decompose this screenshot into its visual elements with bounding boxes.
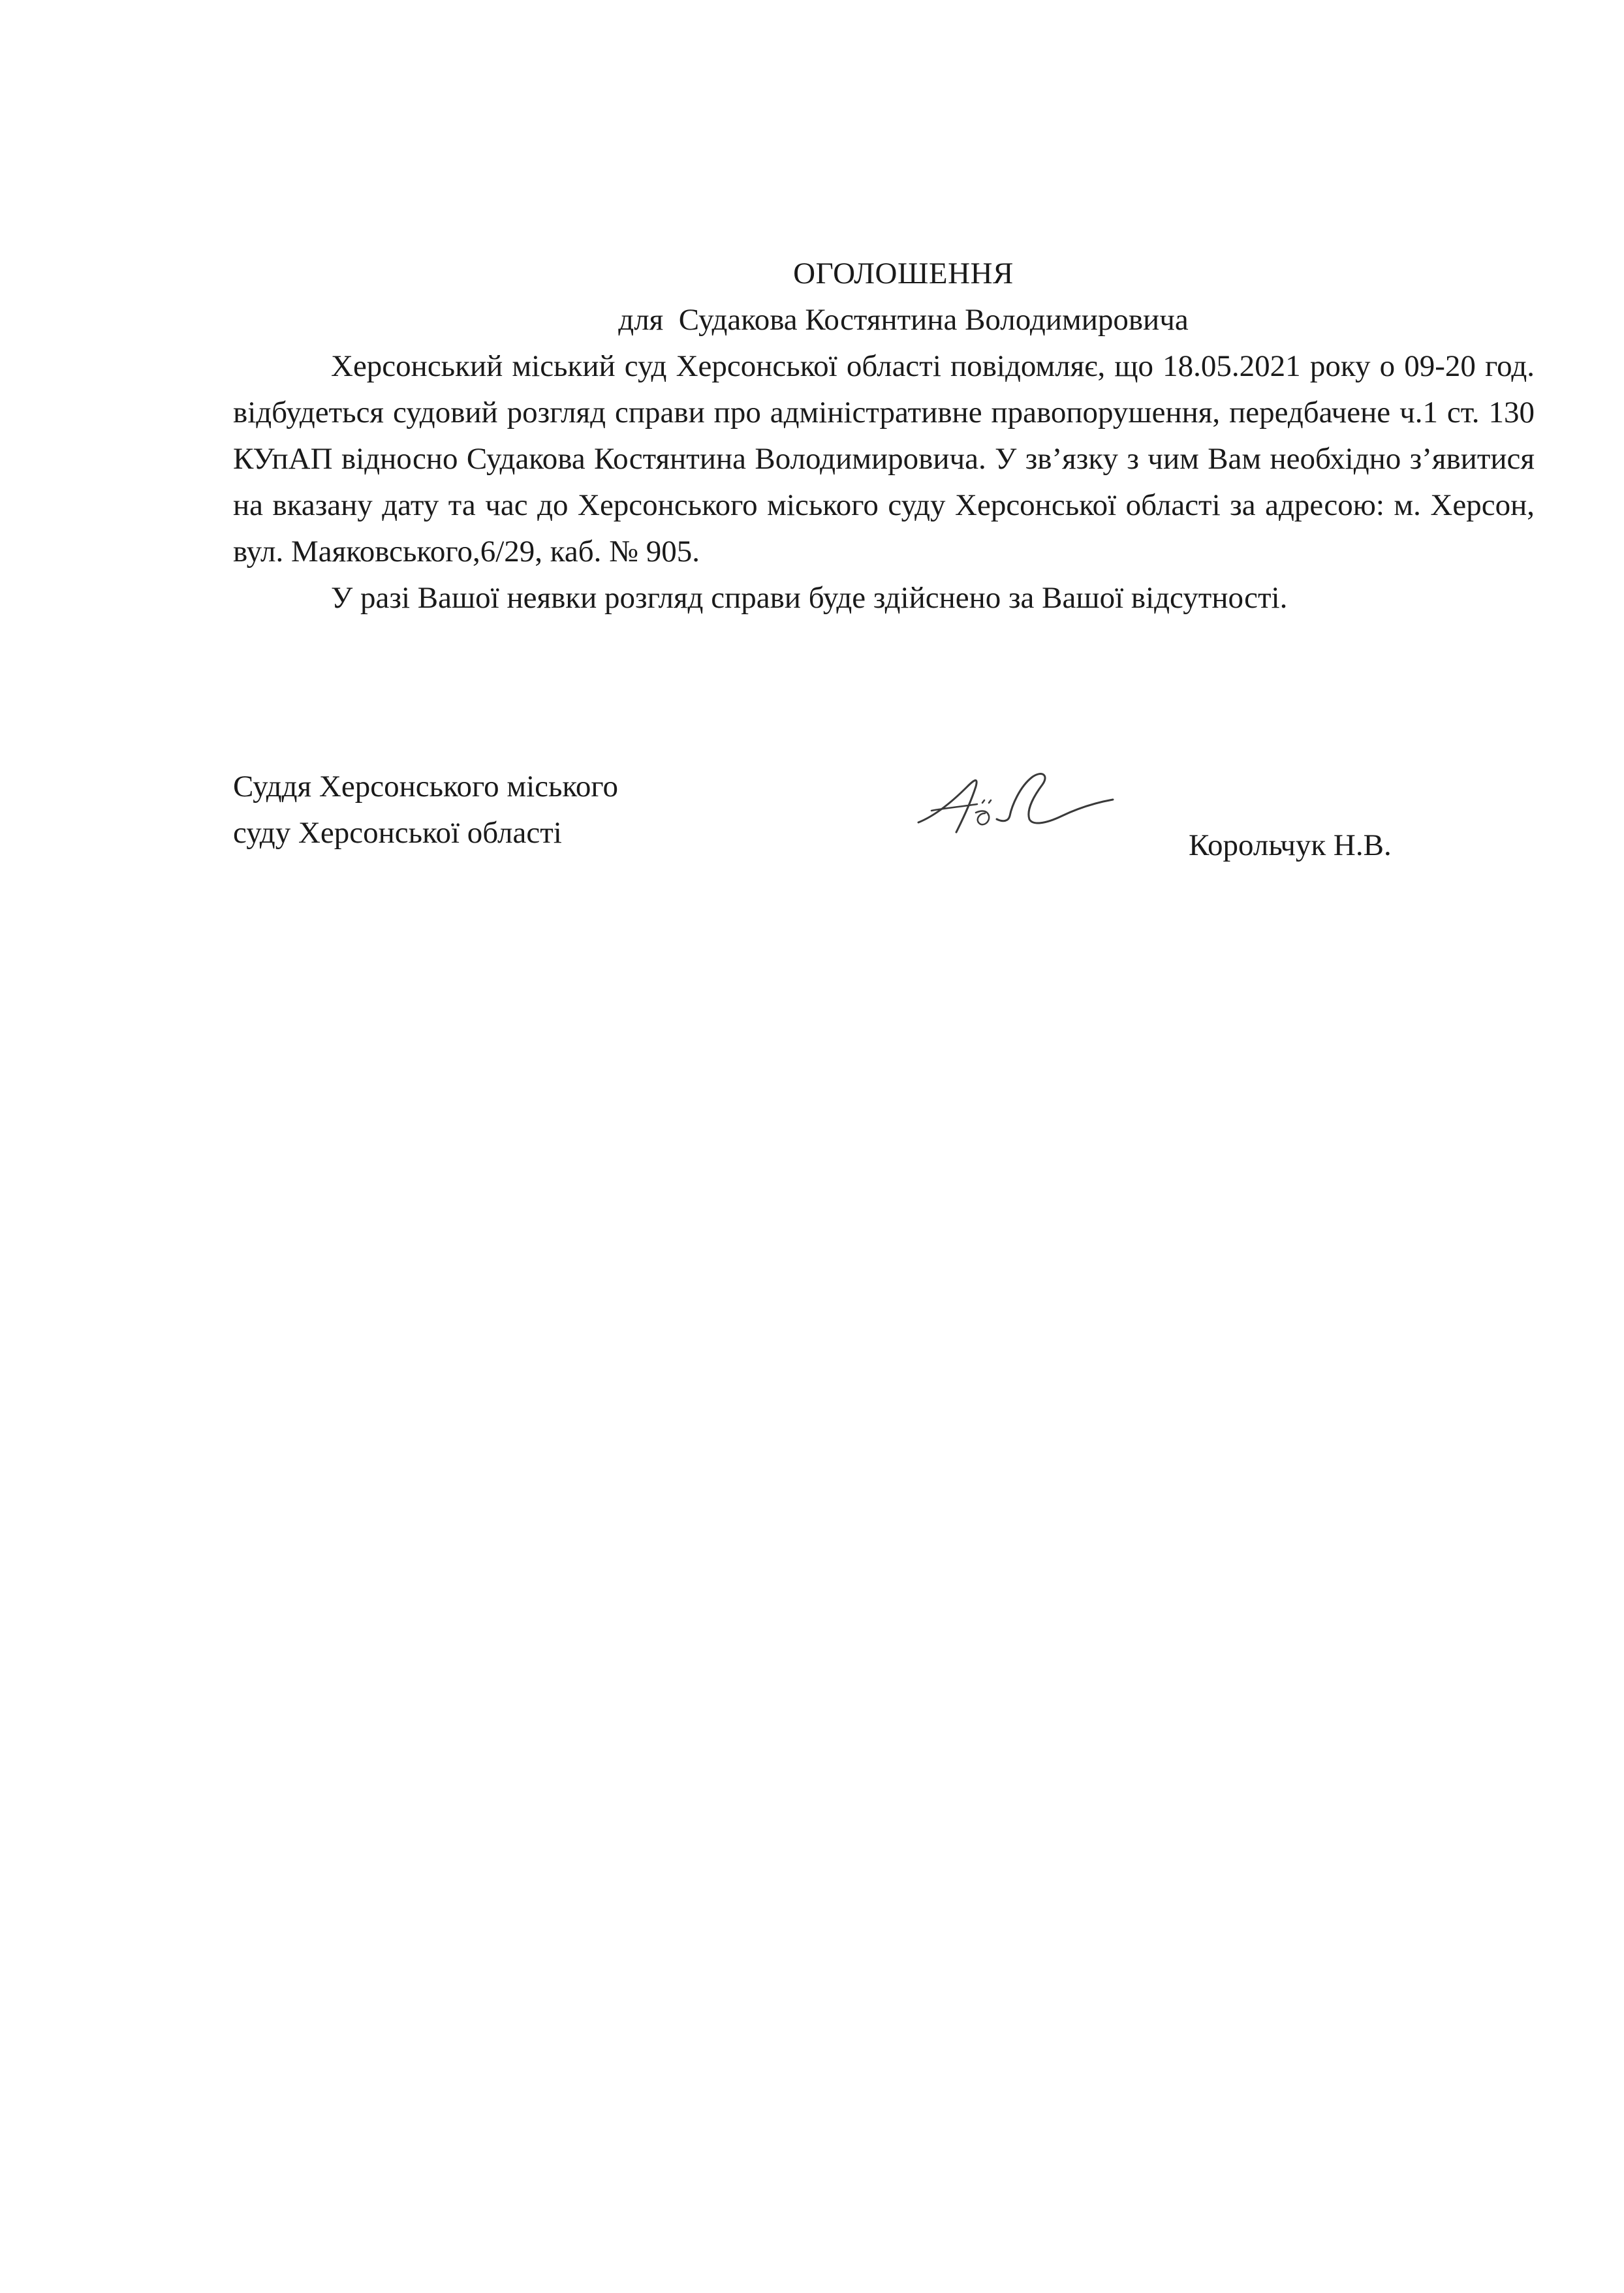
document-subtitle: для Судакова Костянтина Володимировича — [618, 303, 1189, 337]
judge-position-line1: Суддя Херсонського міського — [233, 770, 618, 803]
judge-position-line2: суду Херсонської області — [233, 816, 562, 850]
absence-paragraph: У разі Вашої неявки розгляд справи буде здійснено за Вашої відсутності. — [331, 581, 1288, 615]
document-title: ОГОЛОШЕННЯ — [793, 257, 1014, 290]
handwritten-signature-icon — [905, 751, 1121, 849]
signature-block — [233, 764, 1535, 881]
announcement-body — [233, 251, 1535, 621]
notice-paragraph: Херсонський міський суд Херсонської області повідомляє, що 18.05.2021 року о 09-20 год. відбудеться судовий розгляд справи про адміністративне правопорушення, передбачене ч.1 ст. 130 КУпАП відносно Судакова Костянтина Володимировича. У зв’язку з чим Вам необхідно з’явитися на вказану дату та час до Херсонського міського суду Херсонської області за адресою: м. Херсон, вул. Маяковського,6/29, каб. № 905. — [233, 349, 1535, 569]
judge-name: Корольчук Н.В. — [1189, 828, 1392, 862]
